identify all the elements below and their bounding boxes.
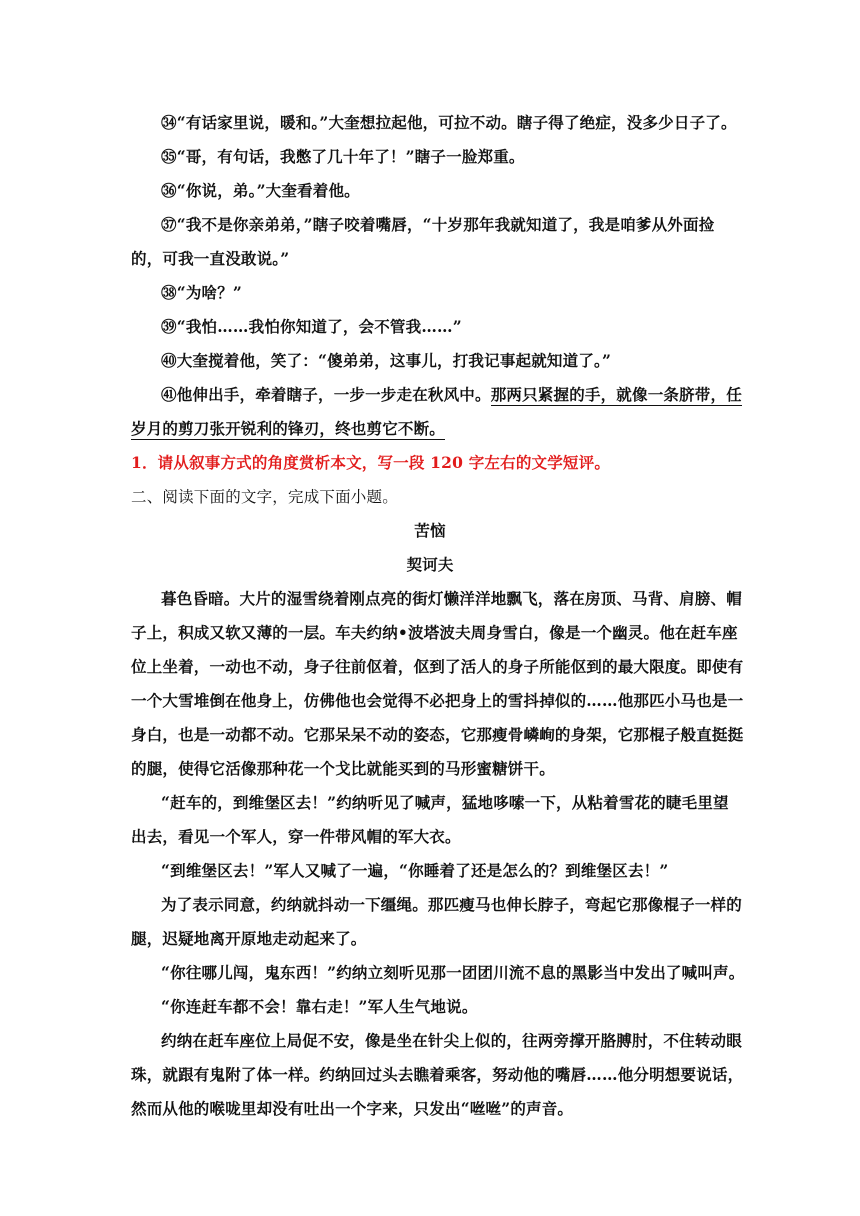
story-text-line: “到维堡区去！”军人又喊了一遍，“你睡着了还是怎么的？到维堡区去！” [161,861,669,880]
story-title: 苦恼 [414,521,446,540]
paragraph-39: ㊴“我怕……我怕你知道了，会不管我……” [161,317,462,336]
story-text-line: 腿，迟疑地离开原地走动起来了。 [131,929,367,948]
story-text-line: 出去，看见一个军人，穿一件带风帽的军大衣。 [131,827,461,846]
paragraph-38: ㊳“为啥？” [161,283,243,302]
paragraph-35: ㉟“哥，有句话，我憋了几十年了！”瞎子一脸郑重。 [161,147,525,166]
paragraph-41-line-2 [131,419,445,439]
story-text-line: 位上坐着，一动也不动，身子往前伛着，伛到了活人的身子所能伛到的最大限度。即使有 [131,657,744,676]
paragraph-36: ㊱“你说，弟。”大奎看着他。 [161,181,360,200]
story-text-line: “赶车的，到维堡区去！”约纳听见了喊声，猛地哆嗦一下，从粘着雪花的睫毛里望 [161,793,729,812]
paragraph-40: ㊵大奎搅着他，笑了：“傻弟弟，这事儿，打我记事起就知道了。” [161,351,612,370]
story-text-line: “你连赶车都不会！靠右走！”军人生气地说。 [161,997,478,1016]
story-text-line: 约纳在赶车座位上局促不安，像是坐在针尖上似的，往两旁撑开胳膊肘，不住转动眼 [161,1031,742,1050]
story-text-line: 然而从他的喉咙里却没有吐出一个字来，只发出“咝咝”的声音。 [131,1099,574,1118]
question-1: 1．请从叙事方式的角度赏析本文，写一段 120 字左右的文学短评。 [131,453,611,472]
paragraph-41-line-1 [161,385,742,405]
paragraph-37-line-1: ㊲“我不是你亲弟弟，”瞎子咬着嘴唇，“十岁那年我就知道了，我是咱爹从外面捡 [161,215,715,234]
story-text-line: 为了表示同意，约纳就抖动一下缰绳。那匹瘦马也伸长脖子，弯起它那像棍子一样的 [161,895,742,914]
underlined-sentence-continued: 岁月的剪刀张开锐利的锋刃，终也剪它不断。 [131,419,446,438]
story-text-line: 暮色昏暗。大片的湿雪绕着刚点亮的街灯懒洋洋地飘飞，落在房顶、马背、肩膀、帽 [161,589,742,608]
story-text-line: 身白，也是一动都不动。它那呆呆不动的姿态，它那瘦骨嶙峋的身架，它那棍子般直挺挺 [131,725,744,744]
section-2-heading: 二、阅读下面的文字，完成下面小题。 [131,488,398,506]
paragraph-41-text: ㊶他伸出手，牵着瞎子，一步一步走在秋风中。 [161,385,491,404]
story-text-line: 子上，积成又软又薄的一层。车夫约纳•波塔波夫周身雪白，像是一个幽灵。他在赶车座 [131,623,738,642]
story-author: 契诃夫 [406,555,454,574]
story-text-line: 珠，就跟有鬼附了体一样。约纳回过头去瞧着乘客，努动他的嘴唇……他分明想要说话， [131,1065,744,1084]
story-text-line: “你往哪儿闯，鬼东西！”约纳立刻听见那一团团川流不息的黑影当中发出了喊叫声。 [161,963,745,982]
paragraph-34: ㉞“有话家里说，暖和。”大奎想拉起他，可拉不动。瞎子得了绝症，没多少日子了。 [161,113,737,132]
story-text-line: 的腿，使得它活像那种花一个戈比就能买到的马形蜜糖饼干。 [131,759,555,778]
story-text-line: 一个大雪堆倒在他身上，仿佛他也会觉得不必把身上的雪抖掉似的……他那匹小马也是一 [131,691,744,710]
paragraph-37-line-2: 的，可我一直没敢说。” [131,249,290,268]
underlined-sentence: 那两只紧握的手，就像一条脐带，任 [490,385,742,404]
